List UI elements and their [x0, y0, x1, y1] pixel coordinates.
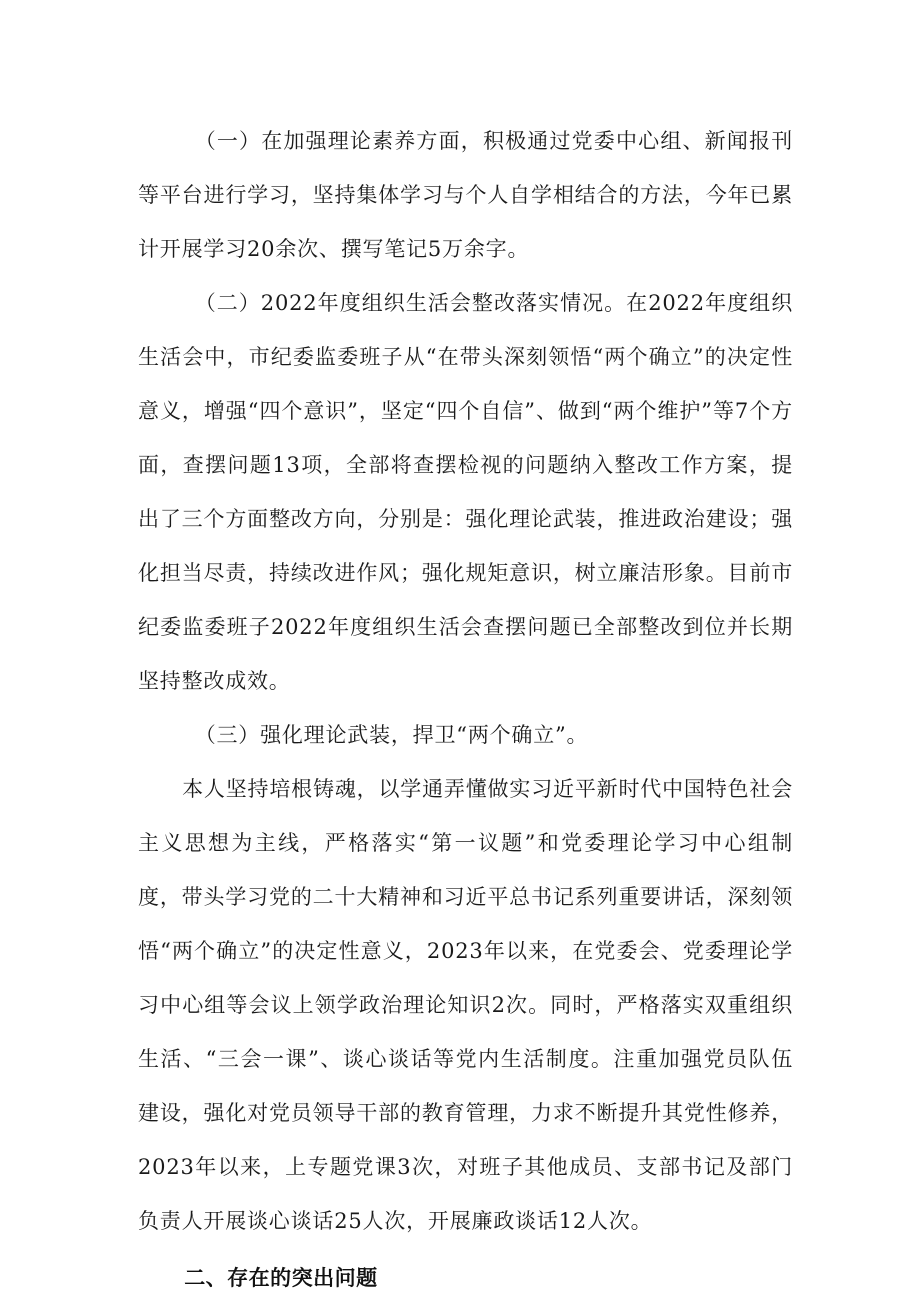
paragraph-rectification-2022: （二）2022年度组织生活会整改落实情况。在2022年度组织生活会中，市纪委监委班子从“在带头深刻领悟“两个确立”的决定性意义，增强“四个意识”，坚定“四个自信”、做到“两个维护”等7个方面，查摆问题13项，全部将查摆检视的问题纳入整改工作方案，提出了三个方面整改方向，分别是：强化理论武装，推进政治建设；强化担当尽责，持续改进作风；强化规矩意识，树立廉洁形象。目前市纪委监委班子2022年度组织生活会查摆问题已全部整改到位并长期坚持整改成效。: [138, 291, 793, 693]
paragraph-theory-armament-title: （三）强化理论武装，捍卫“两个确立”。: [194, 723, 589, 747]
document-body: [138, 114, 793, 1308]
section-heading-problems: 二、存在的突出问题: [184, 1266, 378, 1290]
paragraph-personal-practice: 本人坚持培根铸魂，以学通弄懂做实习近平新时代中国特色社会主义思想为主线，严格落实“第一议题”和党委理论学习中心组制度，带头学习党的二十大精神和习近平总书记系列重要讲话，深刻领悟“两个确立”的决定性意义，2023年以来，在党委会、党委理论学习中心组等会议上领学政治理论知识2次。同时，严格落实双重组织生活、“三会一课”、谈心谈话等党内生活制度。注重加强党员队伍建设，强化对党员领导干部的教育管理，力求不断提升其党性修养，2023年以来，上专题党课3次，对班子其他成员、支部书记及部门负责人开展谈心谈话25人次，开展廉政谈话12人次。: [138, 777, 793, 1233]
paragraph-theory-study: （一）在加强理论素养方面，积极通过党委中心组、新闻报刊等平台进行学习，坚持集体学习与个人自学相结合的方法，今年已累计开展学习20余次、撰写笔记5万余字。: [138, 129, 793, 261]
